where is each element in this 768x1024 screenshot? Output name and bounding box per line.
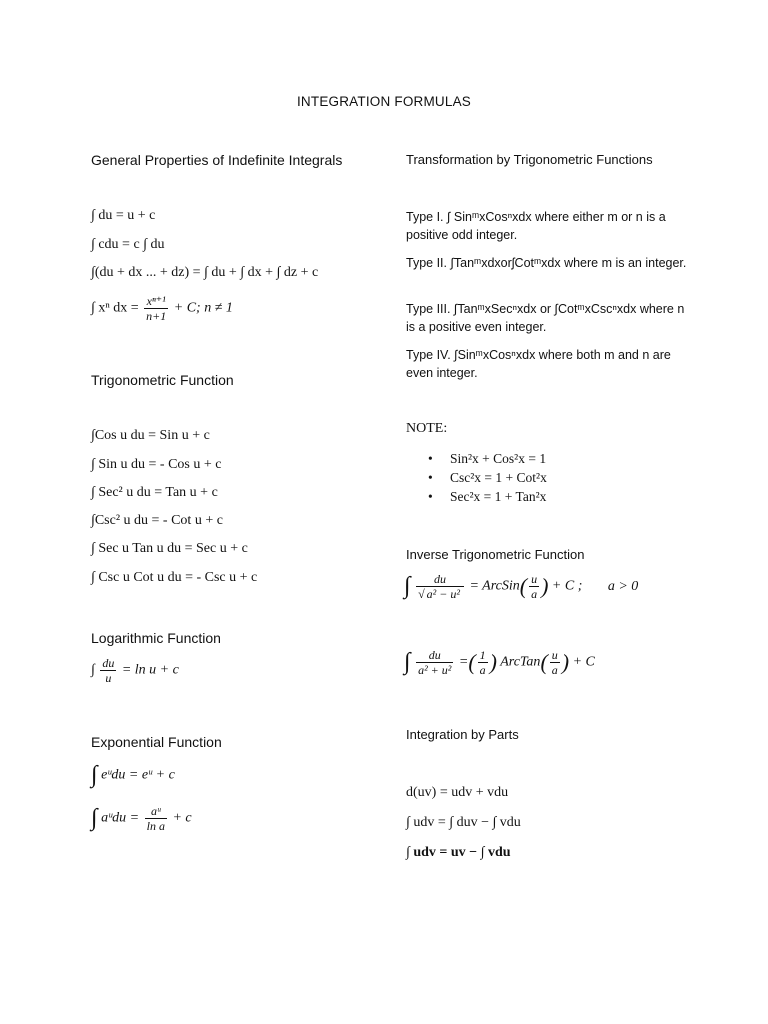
formula-exp-e [91, 762, 175, 789]
exp-e-integral-sign: ∫ [91, 762, 98, 788]
exp-a-integral-sign: ∫ [91, 805, 98, 831]
log-integral-sign: ∫ [91, 662, 95, 678]
formula-log [91, 656, 179, 685]
formula-parts-result: ∫ udv = uv − ∫ vdu [406, 845, 511, 860]
trigonometric-heading: Trigonometric Function [91, 372, 234, 388]
inverse-trig-heading: Inverse Trigonometric Function [406, 547, 585, 562]
type-2-text: Type II. ∫TanᵐxdxorʃCotᵐxdx where m is an integer. [406, 256, 687, 270]
formula-csc-cot: ∫ Csc u Cot u du = - Csc u + c [91, 570, 258, 585]
note-item [428, 451, 546, 467]
integration-by-parts-heading: Integration by Parts [406, 727, 519, 742]
formula-power-rule [91, 294, 233, 323]
bullet-icon: • [428, 470, 433, 485]
note-label: NOTE: [406, 421, 448, 436]
arcsin-condition: a > 0 [607, 578, 639, 594]
formula-integral-du: ∫ du = u + c [91, 208, 156, 223]
paren-open: ( [519, 573, 528, 599]
formula-sin: ∫ Sin u du = - Cos u + c [91, 457, 222, 472]
note-item [428, 470, 547, 486]
page-title: INTEGRATION FORMULAS [296, 94, 471, 109]
power-rule-numerator: xⁿ⁺¹ [144, 294, 168, 309]
power-rule-rhs: + C; n ≠ 1 [173, 300, 233, 316]
arctan-denominator: a² + u² [418, 663, 452, 677]
paren-close: ) [489, 649, 497, 675]
log-rhs: = ln u + c [121, 662, 179, 678]
formula-arctan [404, 648, 595, 677]
log-denominator: u [105, 671, 112, 685]
arcsin-numerator: du [416, 572, 464, 587]
arctan-label: ArcTan [500, 654, 541, 670]
type-4-text: Type IV. ∫SinᵐxCosⁿxdx where both m and n are even integer. [406, 348, 671, 380]
arcsin-radicand: a² − u² [426, 587, 460, 601]
logarithmic-heading: Logarithmic Function [91, 630, 221, 646]
general-properties-heading: General Properties of Indefinite Integrals [91, 152, 343, 168]
exp-a-rhs: + c [172, 810, 192, 826]
arctan-equals: = [458, 654, 469, 670]
note-item-text: Sec²x = 1 + Tan²x [450, 489, 547, 504]
bullet-icon: • [428, 489, 433, 504]
arcsin-equals: = ArcSin [469, 578, 520, 594]
arcsin-inner-fraction [529, 572, 539, 601]
bullet-icon: • [428, 451, 433, 466]
formula-exp-a [91, 804, 192, 833]
arcsin-inner-denominator: a [531, 587, 538, 601]
arctan-outer-denominator: a [479, 663, 486, 677]
exp-e-expression: eᵘdu = eᵘ + c [101, 767, 175, 783]
formula-cos: ∫Cos u du = Sin u + c [91, 428, 210, 443]
formula-sec2: ∫ Sec² u du = Tan u + c [91, 485, 218, 500]
arctan-inner-numerator: u [551, 648, 558, 662]
paren-close: ) [561, 649, 570, 675]
paren-close: ) [541, 573, 549, 599]
exponential-heading: Exponential Function [91, 734, 222, 750]
exp-a-numerator: aᵘ [145, 804, 167, 819]
note-item-text: Sin²x + Cos²x = 1 [450, 451, 547, 466]
note-item [428, 489, 546, 505]
paren-open: ( [468, 649, 476, 675]
arctan-inner-fraction [550, 648, 560, 677]
exp-a-fraction [145, 804, 167, 833]
arctan-numerator: du [416, 648, 453, 663]
exp-a-denominator: ln a [146, 819, 165, 833]
arcsin-denominator: √ a² − u² [418, 587, 460, 601]
arctan-rhs: + C [572, 654, 595, 670]
formula-integral-cdu: ∫ cdu = c ∫ du [91, 237, 165, 252]
arcsin-fraction [416, 572, 464, 601]
arctan-inner-denominator: a [551, 663, 558, 677]
formula-parts-derivation: ∫ udv = ∫ duv − ∫ vdu [406, 815, 521, 830]
log-fraction [100, 656, 116, 685]
formula-integral-sum: ∫(du + dx ... + dz) = ∫ du + ∫ dx + ∫ dz + c [91, 265, 319, 280]
arctan-integral-sign: ∫ [404, 649, 411, 675]
formula-csc2: ∫Csc² u du = - Cot u + c [91, 513, 223, 528]
power-rule-lhs: ∫ xⁿ dx = [91, 300, 139, 316]
arctan-outer-fraction [478, 648, 488, 677]
power-rule-fraction [144, 294, 168, 323]
type-1-text: Type I. ∫ SinᵐxCosⁿxdx where either m or n is a positive odd integer. [406, 210, 666, 242]
arctan-fraction [416, 648, 453, 677]
paren-open: ( [540, 649, 548, 675]
power-rule-denominator: n+1 [146, 309, 167, 323]
note-item-text: Csc²x = 1 + Cot²x [450, 470, 547, 485]
exp-a-lhs: aᵘdu = [101, 810, 140, 826]
transformation-heading: Transformation by Trigonometric Functions [406, 152, 653, 167]
formula-arcsin [404, 572, 638, 601]
formula-sec-tan: ∫ Sec u Tan u du = Sec u + c [91, 541, 248, 556]
arcsin-integral-sign: ∫ [404, 573, 411, 599]
log-numerator: du [102, 656, 115, 670]
formula-product-differential: d(uv) = udv + vdu [406, 785, 509, 800]
arctan-outer-numerator: 1 [479, 648, 486, 662]
type-3-text: Type III. ∫TanᵐxSecⁿxdx or ∫CotᵐxCscⁿxdx where n is a positive even integer. [406, 302, 685, 334]
arcsin-inner-numerator: u [531, 572, 538, 586]
arcsin-rhs: + C ; [551, 578, 583, 594]
